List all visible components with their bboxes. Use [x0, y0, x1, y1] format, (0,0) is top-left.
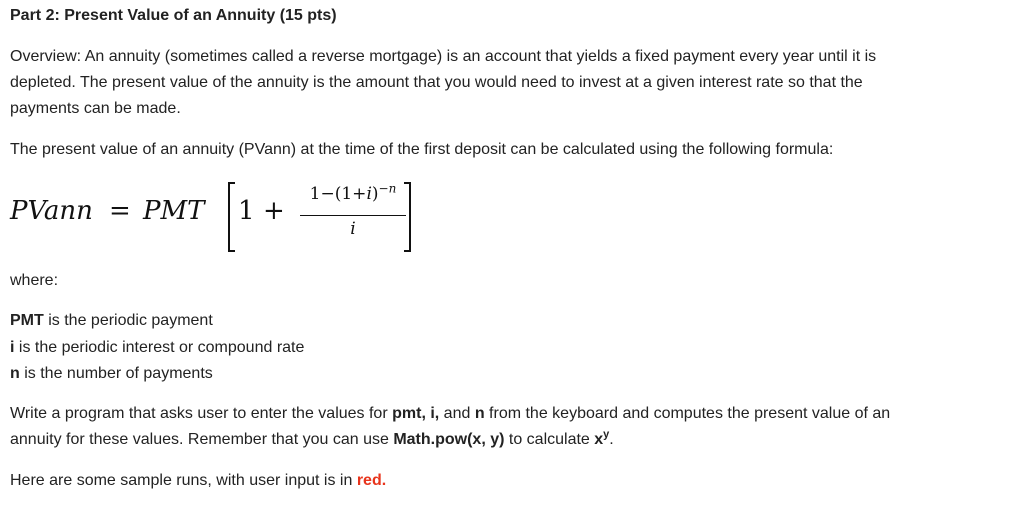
- task-text: to calculate: [504, 431, 595, 448]
- where-label: where:: [10, 272, 59, 289]
- sample-runs-note: [10, 468, 386, 494]
- numerator-close: ): [371, 184, 379, 204]
- definition-term: n: [10, 365, 20, 382]
- formula-denominator: i: [350, 219, 356, 239]
- task-paragraph: [10, 401, 910, 453]
- task-term-pmt-i: pmt, i,: [392, 405, 440, 422]
- annuity-formula: [10, 180, 430, 260]
- definition-term: i: [10, 338, 15, 356]
- definition-item: [10, 361, 304, 388]
- definition-text: is the number of payments: [19, 365, 213, 382]
- sample-red-word: red.: [356, 472, 387, 489]
- formula-left-bracket: [228, 182, 235, 252]
- formula-plus: +: [263, 196, 285, 226]
- definition-term: PMT: [10, 312, 44, 329]
- sample-text: Here are some sample runs, with user input is in: [10, 472, 357, 489]
- task-term-n: n: [474, 405, 485, 422]
- numerator-i: i: [366, 184, 372, 204]
- xy-exponent: y: [603, 428, 610, 441]
- formula-lhs: PVann: [10, 196, 93, 226]
- numerator-base: 1−(1+: [309, 184, 367, 204]
- formula-equals: =: [109, 196, 131, 226]
- definition-text: is the periodic interest or compound rate: [14, 338, 305, 356]
- xy-base: x: [594, 431, 604, 448]
- task-term-xy: [594, 428, 610, 448]
- formula-intro-paragraph: The present value of an annuity (PVann) at the time of the first deposit can be calculated using the following formula:: [10, 141, 834, 158]
- definitions-list: [10, 308, 304, 388]
- task-term-mathpow: Math.pow(x, y): [393, 431, 505, 448]
- definition-item: [10, 335, 304, 362]
- formula-right-bracket: [404, 182, 411, 252]
- definition-text: is the periodic payment: [43, 312, 213, 329]
- numerator-exponent: −n: [378, 181, 397, 196]
- task-text: .: [609, 431, 614, 448]
- formula-numerator: [300, 181, 406, 204]
- formula-fraction-bar: [300, 215, 406, 216]
- formula-one: 1: [238, 196, 255, 226]
- task-text: Write a program that asks user to enter the values for: [10, 405, 393, 422]
- section-heading: Part 2: Present Value of an Annuity (15 pts): [10, 7, 337, 24]
- task-text: and: [439, 405, 475, 422]
- formula-pmt: PMT: [143, 196, 205, 226]
- definition-item: [10, 308, 304, 335]
- overview-paragraph: Overview: An annuity (sometimes called a reverse mortgage) is an account that yields a fixed payment every year until it is depleted. The present value of the annuity is the amount that you would need to invest at a given interest rate so that the payments can be made.: [10, 48, 877, 117]
- task-text: from the keyboard and computes the present value of an annuity for these values. Remember that you can use: [10, 405, 891, 448]
